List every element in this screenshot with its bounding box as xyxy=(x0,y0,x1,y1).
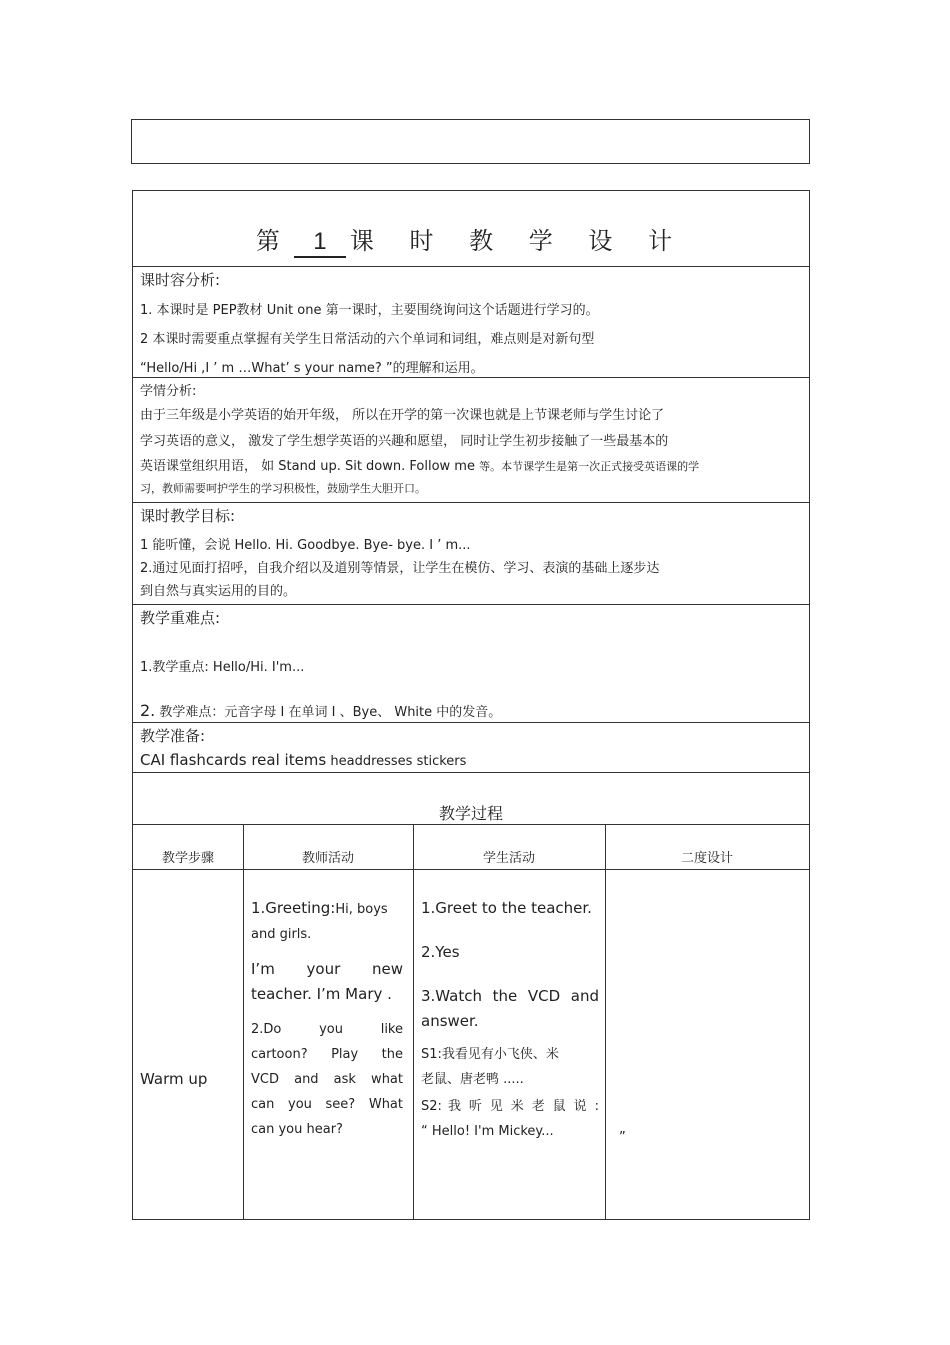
preparation-items-small: headdresses stickers xyxy=(326,754,467,769)
teacher-question-line: can you see? What xyxy=(251,1097,403,1112)
student-activity-line: S2: 我 听 见 米 老 鼠 说 : xyxy=(421,1099,599,1114)
student-activity-line: 老鼠、唐老鸭 ..... xyxy=(421,1072,524,1087)
preparation-section xyxy=(133,723,809,773)
student-activity xyxy=(421,896,599,1144)
student-analysis-heading: 学情分析: xyxy=(140,384,197,399)
title-suffix: 课 时 教 学 设 计 xyxy=(349,227,687,255)
content-analysis-line: 2 本课时需要重点掌握有关学生日常活动的六个单词和词组，难点则是对新句型 xyxy=(140,332,595,347)
teacher-greeting-line: and girls. xyxy=(251,927,312,942)
teacher-intro-line: I’m your new xyxy=(251,960,403,978)
preparation-items xyxy=(140,751,466,769)
preparation-heading: 教学准备: xyxy=(140,727,206,745)
column-header-student: 学生活动 xyxy=(482,851,535,866)
content-analysis-section xyxy=(133,267,809,378)
objective-line: 2.通过见面打招呼，自我介绍以及道别等情景，让学生在模仿、学习、表演的基础上逐步达 xyxy=(140,561,660,576)
key-points-section xyxy=(133,605,809,723)
student-analysis-text-small: 等。本节课学生是第一次正式接受英语课的学 xyxy=(479,460,700,473)
column-divider xyxy=(243,870,244,1219)
teacher-greeting-main: 1.Greeting: xyxy=(251,899,336,917)
student-analysis-line: 学习英语的意义， 激发了学生想学英语的兴趣和愿望， 同时让学生初步接触了一些最基本的 xyxy=(140,434,669,449)
teacher-question-line: can you hear? xyxy=(251,1122,343,1137)
process-title-section xyxy=(133,773,809,825)
content-analysis-line: 1. 本课时是 PEP教材 Unit one 第一课时，主要围绕询问这个话题进行学习的。 xyxy=(140,303,599,318)
student-analysis-line xyxy=(140,455,699,474)
student-activity-line: “ Hello! I'm Mickey... xyxy=(421,1124,554,1139)
key-point: 1.教学重点: Hello/Hi. I'm... xyxy=(140,660,305,675)
lesson-number: 1 xyxy=(294,228,346,258)
objective-line: 1 能听懂，会说 Hello. Hi. Goodbye. Bye- bye. I ’ m... xyxy=(140,538,471,553)
teacher-question-line: 2.Do you like xyxy=(251,1022,403,1037)
difficult-point xyxy=(140,701,501,720)
student-activity-line: S1:我看见有小飞侠、米 xyxy=(421,1047,559,1062)
process-title: 教学过程 xyxy=(438,804,503,823)
student-activity-line: 1.Greet to the teacher. xyxy=(421,899,592,917)
teacher-intro-line: teacher. I’m Mary . xyxy=(251,985,392,1003)
student-activity-line: 3.Watch the VCD and xyxy=(421,987,599,1005)
difficult-point-number: 2. xyxy=(140,701,156,720)
column-header-teacher: 教师活动 xyxy=(301,851,354,866)
column-header-second-design: 二度设计 xyxy=(680,851,733,866)
column-divider xyxy=(605,870,606,1219)
step-name: Warm up xyxy=(140,1070,208,1088)
objectives-section xyxy=(133,503,809,605)
title-section xyxy=(133,191,809,267)
student-analysis-text: 英语课堂组织用语， 如 Stand up. Sit down. Follow me xyxy=(140,459,480,474)
teacher-question-line: cartoon? Play the xyxy=(251,1047,403,1062)
column-header-step: 教学步骤 xyxy=(161,851,214,866)
page-title xyxy=(133,221,809,258)
teacher-greeting xyxy=(251,896,403,922)
title-prefix: 第 xyxy=(255,227,294,255)
student-analysis-section xyxy=(133,378,809,503)
student-analysis-line: 习，教师需要呵护学生的学习积极性，鼓励学生大胆开口。 xyxy=(140,482,426,495)
student-activity-line: 2.Yes xyxy=(421,943,460,961)
student-activity-line: answer. xyxy=(421,1012,479,1030)
objective-line: 到自然与真实运用的目的。 xyxy=(140,584,297,599)
objectives-heading: 课时教学目标: xyxy=(140,507,236,525)
process-header-row xyxy=(133,825,809,870)
teacher-greeting-rest: Hi, boys xyxy=(335,902,388,917)
header-empty-box xyxy=(131,119,810,164)
lesson-plan-table xyxy=(132,190,810,1220)
warm-up-row xyxy=(133,870,809,1219)
key-points-heading: 教学重难点: xyxy=(140,609,221,627)
preparation-items-main: CAI flashcards real items xyxy=(140,751,327,769)
content-analysis-line: “Hello/Hi ,I ’ m …What’ s your name? ”的理解和运用。 xyxy=(140,361,484,376)
teacher-question-line: VCD and ask what xyxy=(251,1072,403,1087)
teacher-activity xyxy=(251,896,403,1142)
student-analysis-line: 由于三年级是小学英语的始开年级， 所以在开学的第一次课也就是上节课老师与学生讨论了 xyxy=(140,408,665,423)
column-divider xyxy=(413,870,414,1219)
content-analysis-heading: 课时容分析: xyxy=(140,271,221,289)
second-design-text: ” xyxy=(619,1130,626,1145)
difficult-point-text: 教学难点：元音字母 I 在单词 I 、Bye、 White 中的发音。 xyxy=(155,705,502,720)
